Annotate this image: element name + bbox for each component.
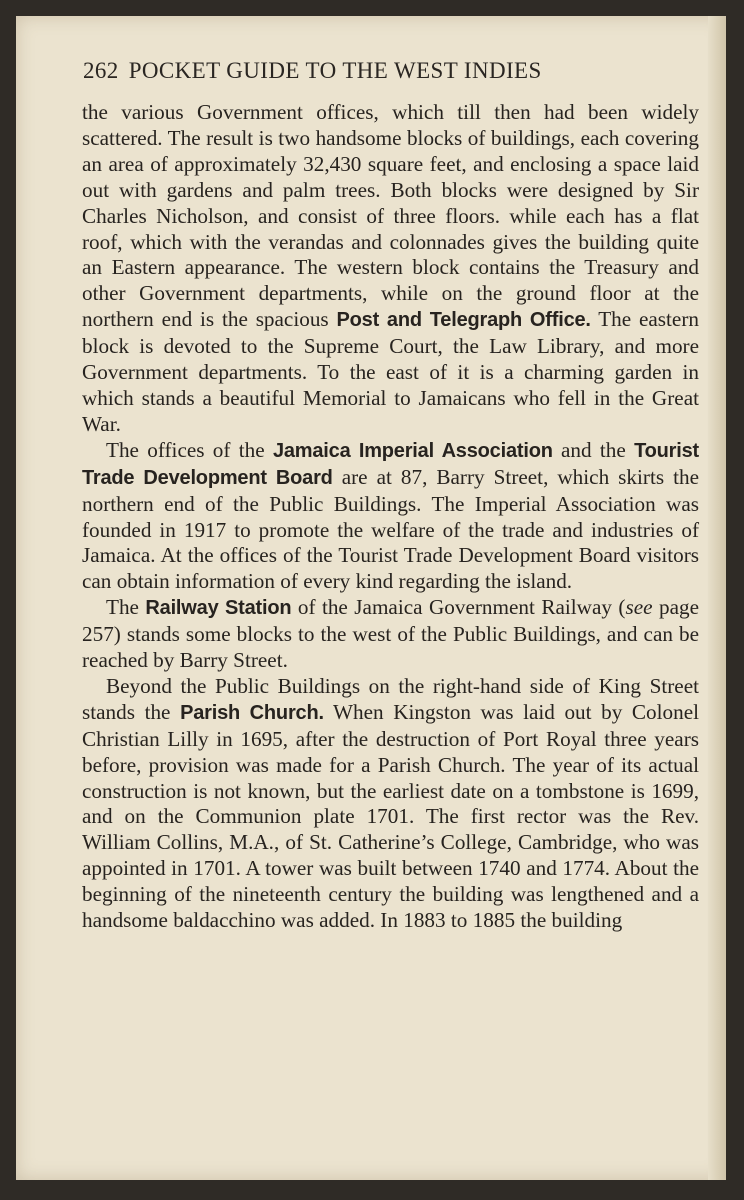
book-page bbox=[16, 16, 726, 1180]
text-run: and the bbox=[552, 437, 635, 462]
paragraph bbox=[82, 100, 699, 438]
page-number: 262 bbox=[83, 58, 119, 83]
text-run: are at 87, Barry Street, which skirts the northern end of the Public Buildings. The Imperial Association was founded in 1917 to promote the welfare of the trade and industries of Jamaica. At the offices of the Tourist Trade Development Board visitors can obtain information of every kind regarding the island. bbox=[82, 464, 699, 594]
running-header bbox=[83, 58, 703, 84]
bold-term: Railway Station bbox=[145, 597, 292, 620]
body-text bbox=[82, 100, 699, 934]
text-run: page 257) stands some blocks to the west of the Public Buildings, and can be reached by Barry Street. bbox=[82, 595, 699, 673]
paragraph bbox=[82, 595, 699, 674]
paragraph bbox=[82, 674, 699, 934]
bold-term: Post and Telegraph Office. bbox=[336, 309, 591, 332]
text-run: Beyond the Public Buildings on the right-hand side of King Street stands the bbox=[82, 673, 699, 724]
text-run: When Kingston was laid out by Colonel Christian Lilly in 1695, after the destruction of Port Royal three years before, provision was made for a Parish Church. The year of its actual construction is not known, but the earliest date on a tombstone is 1699, and on the Communion plate 1701. The first rector was the Rev. William Collins, M.A., of St. Catherine’s College, Cambridge, who was appointed in 1701. A tower was built between 1740 and 1774. About the beginning of the nineteenth century the building was lengthened and a handsome baldacchino was added. In 1883 to 1885 the building bbox=[82, 699, 699, 933]
bold-term: Jamaica Imperial Association bbox=[272, 439, 553, 462]
text-run: The offices of the bbox=[106, 437, 273, 462]
text-run: the various Government offices, which till then had been widely scattered. The result is two handsome blocks of buildings, each covering an area of approximately 32,430 square feet, and enclosing a space laid out with gardens and palm trees. Both blocks were designed by Sir Charles Nicholson, and consist of three floors. while each has a flat roof, which with the verandas and colonnades gives the building quite an Eastern appearance. The western block contains the Treasury and other Government departments, while on the ground floor at the northern end is the spacious bbox=[82, 100, 699, 332]
text-run: The eastern block is devoted to the Supreme Court, the Law Library, and more Government departments. To the east of it is a charming garden in which stands a beautiful Memorial to Jamaicans who fell in the Great War. bbox=[82, 307, 699, 436]
paragraph bbox=[82, 438, 699, 595]
italic-text: see bbox=[625, 595, 653, 620]
page-edge bbox=[708, 16, 726, 1180]
bold-term: Parish Church. bbox=[180, 701, 324, 724]
text-run: of the Jamaica Government Railway ( bbox=[291, 595, 626, 620]
bold-term: Tourist Trade Development Board bbox=[82, 439, 699, 489]
text-run: The bbox=[106, 595, 146, 620]
running-title: POCKET GUIDE TO THE WEST INDIES bbox=[128, 58, 542, 83]
